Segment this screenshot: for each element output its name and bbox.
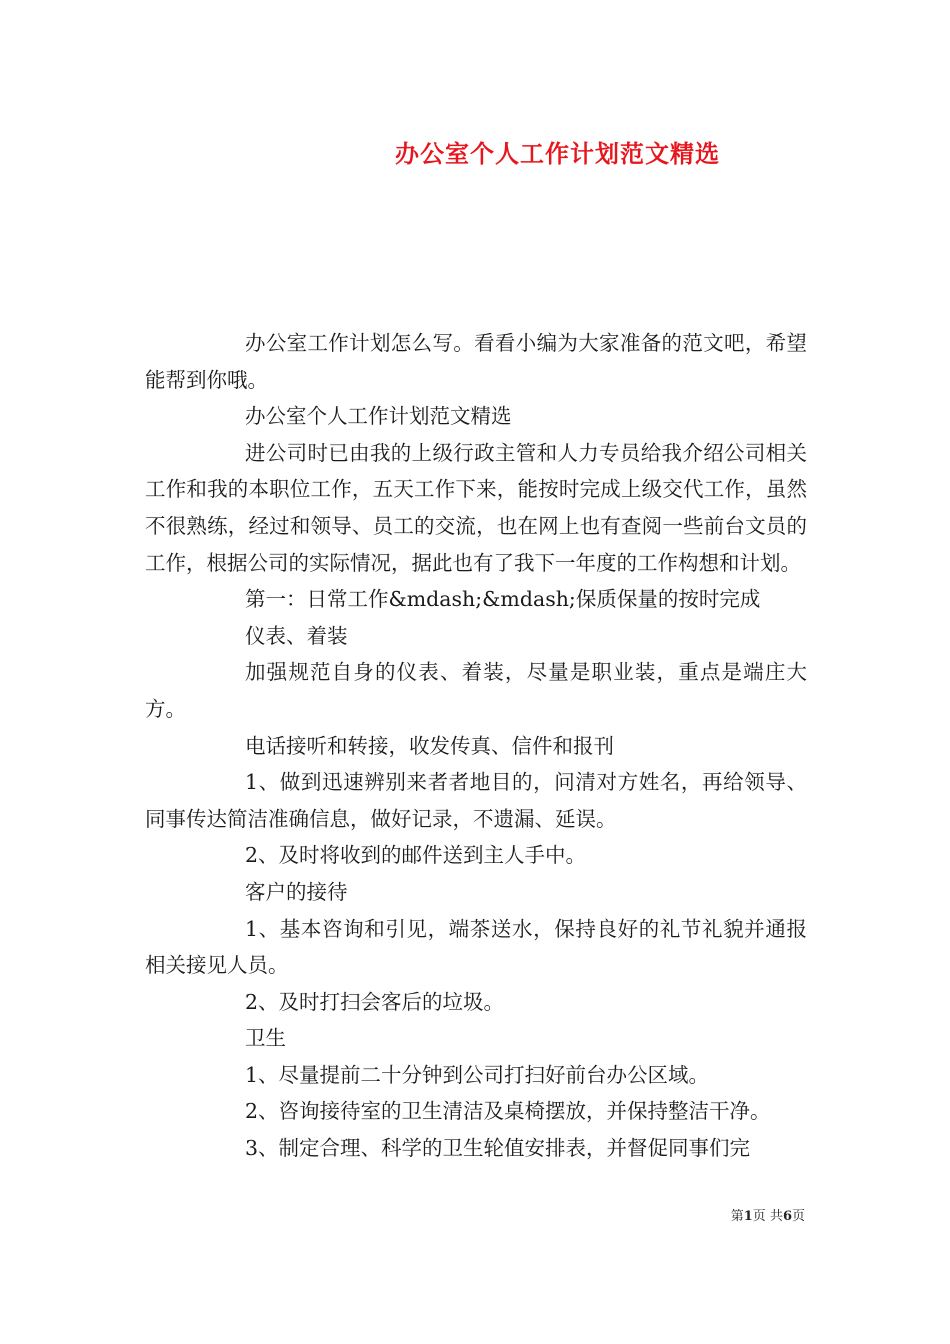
list-item-reception-2: 2、及时打扫会客后的垃圾。 <box>245 989 505 1014</box>
paragraph-intro: 办公室工作计划怎么写。看看小编为大家准备的范文吧，希望能帮到你哦。 <box>145 331 807 392</box>
section-heading-daily-work: 第一：日常工作&mdash;&mdash;保质保量的按时完成 <box>245 587 761 612</box>
list-item-phone-2: 2、及时将收到的邮件送到主人手中。 <box>245 843 587 868</box>
document-title: 办公室个人工作计划范文精选 <box>395 139 720 168</box>
list-item-phone-1: 1、做到迅速辨别来者者地目的，问清对方姓名，再给领导、同事传达简洁准确信息，做好记录，不遗漏、延误。 <box>145 770 807 831</box>
page-number-footer <box>731 1205 805 1224</box>
subheading-reception: 客户的接待 <box>245 879 348 904</box>
subheading-appearance: 仪表、着装 <box>245 623 348 648</box>
footer-current-page: 1 <box>743 1209 753 1224</box>
paragraph-subtitle: 办公室个人工作计划范文精选 <box>245 404 512 429</box>
paragraph-appearance: 加强规范自身的仪表、着装，尽量是职业装，重点是端庄大方。 <box>145 660 807 721</box>
footer-middle: 页 共 <box>752 1209 783 1224</box>
list-item-hygiene-2: 2、咨询接待室的卫生清洁及桌椅摆放，并保持整洁干净。 <box>245 1099 771 1124</box>
footer-total-pages: 6 <box>782 1209 792 1224</box>
footer-prefix: 第 <box>730 1209 744 1224</box>
subheading-hygiene: 卫生 <box>245 1026 286 1051</box>
footer-suffix: 页 <box>791 1209 805 1224</box>
list-item-hygiene-1: 1、尽量提前二十分钟到公司打扫好前台办公区域。 <box>245 1062 710 1087</box>
subheading-phone-mail: 电话接听和转接，收发传真、信件和报刊 <box>245 733 614 758</box>
paragraph-background: 进公司时已由我的上级行政主管和人力专员给我介绍公司相关工作和我的本职位工作，五天工作下来，能按时完成上级交代工作，虽然不很熟练，经过和领导、员工的交流，也在网上也有查阅一些前台文员的工作，根据公司的实际情况，据此也有了我下一年度的工作构想和计划。 <box>145 440 807 575</box>
list-item-hygiene-3: 3、制定合理、科学的卫生轮值安排表，并督促同事们完 <box>245 1136 751 1161</box>
document-body <box>145 325 807 1167</box>
list-item-reception-1: 1、基本咨询和引见，端茶送水，保持良好的礼节礼貌并通报相关接见人员。 <box>145 916 807 978</box>
